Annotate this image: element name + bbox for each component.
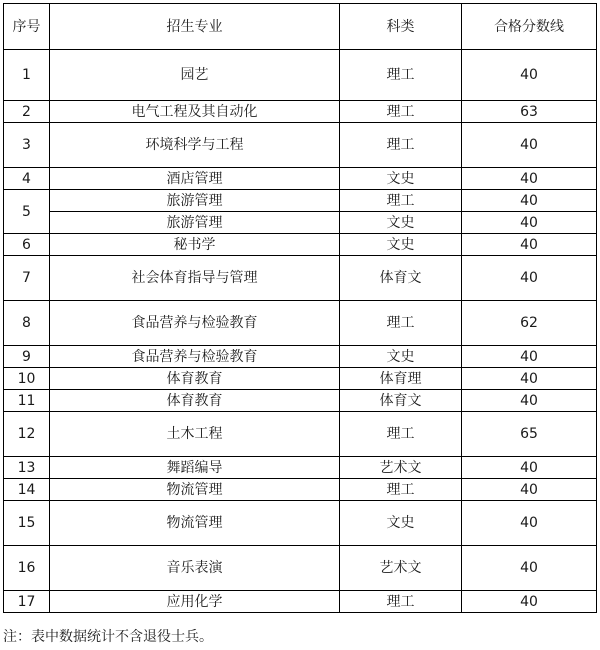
cell-score: 63	[462, 101, 597, 123]
cell-category: 体育文	[340, 256, 462, 301]
cell-category: 文史	[340, 346, 462, 368]
cell-no: 16	[4, 546, 50, 591]
table-row	[4, 457, 597, 479]
table-row	[4, 212, 597, 234]
table-row	[4, 346, 597, 368]
table-row	[4, 546, 597, 591]
header-no: 序号	[4, 4, 50, 50]
cell-category: 理工	[340, 412, 462, 457]
cell-no: 12	[4, 412, 50, 457]
cell-major: 酒店管理	[50, 168, 340, 190]
header-row	[4, 4, 597, 50]
cell-major: 音乐表演	[50, 546, 340, 591]
cell-major: 应用化学	[50, 591, 340, 613]
table-row	[4, 50, 597, 101]
cell-major: 园艺	[50, 50, 340, 101]
cell-score: 40	[462, 168, 597, 190]
cell-major: 环境科学与工程	[50, 123, 340, 168]
cell-no: 8	[4, 301, 50, 346]
header-major: 招生专业	[50, 4, 340, 50]
cell-score: 40	[462, 190, 597, 212]
cell-major: 体育教育	[50, 368, 340, 390]
table-row	[4, 123, 597, 168]
cell-no: 3	[4, 123, 50, 168]
cell-major: 物流管理	[50, 501, 340, 546]
footnote: 注：表中数据统计不含退役士兵。	[3, 629, 213, 645]
cell-category: 理工	[340, 190, 462, 212]
cell-score: 40	[462, 479, 597, 501]
cell-no: 10	[4, 368, 50, 390]
cell-major: 舞蹈编导	[50, 457, 340, 479]
cell-no: 6	[4, 234, 50, 256]
cell-score: 40	[462, 256, 597, 301]
cell-category: 文史	[340, 234, 462, 256]
cell-major: 体育教育	[50, 390, 340, 412]
cell-category: 艺术文	[340, 457, 462, 479]
cell-category: 理工	[340, 123, 462, 168]
cell-no: 7	[4, 256, 50, 301]
cell-score: 40	[462, 234, 597, 256]
cell-category: 艺术文	[340, 546, 462, 591]
cell-no: 17	[4, 591, 50, 613]
cell-category: 理工	[340, 479, 462, 501]
cell-major: 社会体育指导与管理	[50, 256, 340, 301]
table-row	[4, 190, 597, 212]
cell-score: 40	[462, 346, 597, 368]
table-row	[4, 168, 597, 190]
cell-no: 13	[4, 457, 50, 479]
table-row	[4, 234, 597, 256]
cell-score: 40	[462, 591, 597, 613]
cell-no: 5	[4, 190, 50, 234]
cell-score: 40	[462, 123, 597, 168]
cell-score: 40	[462, 457, 597, 479]
table-row	[4, 256, 597, 301]
cell-category: 理工	[340, 101, 462, 123]
cell-score: 40	[462, 368, 597, 390]
table-row	[4, 390, 597, 412]
cell-score: 40	[462, 212, 597, 234]
admission-score-table	[3, 3, 597, 613]
cell-score: 40	[462, 501, 597, 546]
cell-score: 40	[462, 390, 597, 412]
cell-category: 理工	[340, 591, 462, 613]
cell-major: 电气工程及其自动化	[50, 101, 340, 123]
cell-category: 体育文	[340, 390, 462, 412]
cell-category: 理工	[340, 50, 462, 101]
table-row	[4, 501, 597, 546]
table-row	[4, 101, 597, 123]
table-row	[4, 412, 597, 457]
cell-category: 理工	[340, 301, 462, 346]
cell-score: 65	[462, 412, 597, 457]
cell-no: 15	[4, 501, 50, 546]
cell-no: 9	[4, 346, 50, 368]
cell-score: 40	[462, 546, 597, 591]
cell-score: 62	[462, 301, 597, 346]
cell-category: 体育理	[340, 368, 462, 390]
cell-no: 4	[4, 168, 50, 190]
cell-no: 11	[4, 390, 50, 412]
cell-major: 旅游管理	[50, 190, 340, 212]
cell-major: 食品营养与检验教育	[50, 346, 340, 368]
cell-major: 食品营养与检验教育	[50, 301, 340, 346]
header-score: 合格分数线	[462, 4, 597, 50]
cell-no: 1	[4, 50, 50, 101]
cell-major: 旅游管理	[50, 212, 340, 234]
header-category: 科类	[340, 4, 462, 50]
cell-category: 文史	[340, 501, 462, 546]
cell-no: 14	[4, 479, 50, 501]
cell-major: 秘书学	[50, 234, 340, 256]
cell-no: 2	[4, 101, 50, 123]
cell-major: 物流管理	[50, 479, 340, 501]
table-row	[4, 301, 597, 346]
table-row	[4, 591, 597, 613]
table-row	[4, 368, 597, 390]
cell-category: 文史	[340, 168, 462, 190]
table-row	[4, 479, 597, 501]
cell-score: 40	[462, 50, 597, 101]
cell-category: 文史	[340, 212, 462, 234]
cell-major: 土木工程	[50, 412, 340, 457]
